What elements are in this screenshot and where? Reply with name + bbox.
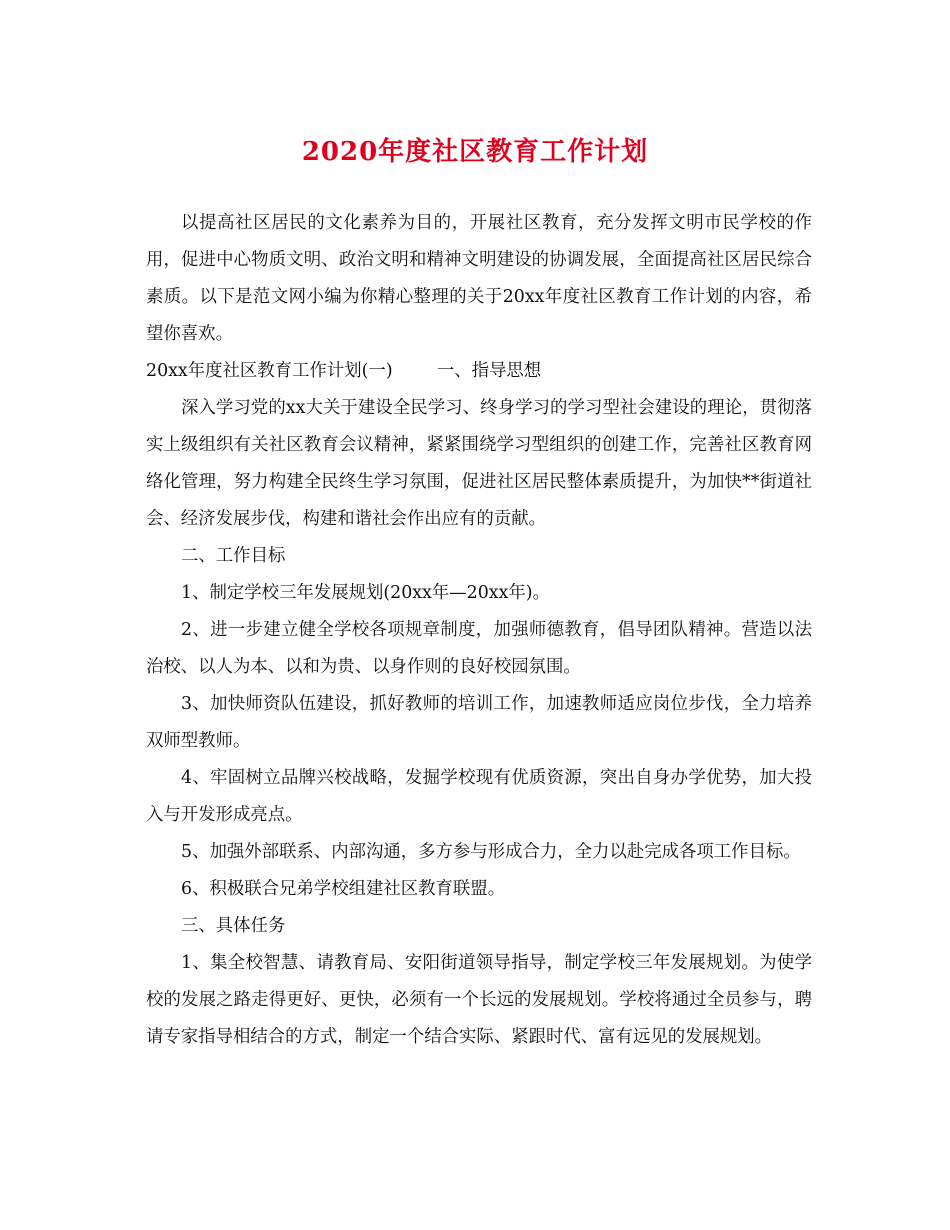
heading-goals: 二、工作目标 (181, 546, 286, 566)
goal-item-2: 2、进一步建立健全学校各项规章制度，加强师德教育，倡导团队精神。营造以法治校、以人为本、以和为贵、以身作则的良好校园氛围。 (146, 620, 812, 677)
document-body (146, 205, 812, 1056)
goal-item-3: 3、加快师资队伍建设，抓好教师的培训工作，加速教师适应岗位步伐，全力培养双师型教师。 (146, 694, 812, 751)
task-item-1: 1、集全校智慧、请教育局、安阳街道领导指导，制定学校三年发展规划。为使学校的发展之路走得更好、更快，必须有一个长远的发展规划。学校将通过全员参与，聘请专家指导相结合的方式，制定一个结合实际、紧跟时代、富有远见的发展规划。 (146, 953, 812, 1047)
heading-tasks: 三、具体任务 (181, 916, 286, 936)
goal-item-4: 4、牢固树立品牌兴校战略，发掘学校现有优质资源，突出自身办学优势，加大投入与开发形成亮点。 (146, 768, 812, 825)
goal-item-1: 1、制定学校三年发展规划(20xx年—20xx年)。 (181, 583, 550, 603)
goal-item-5: 5、加强外部联系、内部沟通，多方参与形成合力，全力以赴完成各项工作目标。 (181, 842, 801, 862)
document-title: 2020年度社区教育工作计划 (301, 137, 649, 167)
intro-paragraph: 以提高社区居民的文化素养为目的，开展社区教育，充分发挥文明市民学校的作用，促进中心物质文明、政治文明和精神文明建设的协调发展，全面提高社区居民综合素质。以下是范文网小编为你精心整理的关于20xx年度社区教育工作计划的内容，希望你喜欢。 (146, 213, 812, 344)
goal-item-6: 6、积极联合兄弟学校组建社区教育联盟。 (181, 879, 506, 899)
guiding-paragraph: 深入学习党的xx大关于建设全民学习、终身学习的学习型社会建设的理论，贯彻落实上级组织有关社区教育会议精神，紧紧围绕学习型组织的创建工作，完善社区教育网络化管理，努力构建全民终生学习氛围，促进社区居民整体素质提升，为加快**街道社会、经济发展步伐，构建和谐社会作出应有的贡献。 (146, 398, 812, 529)
section-line: 20xx年度社区教育工作计划(一) 一、指导思想 (146, 361, 542, 381)
